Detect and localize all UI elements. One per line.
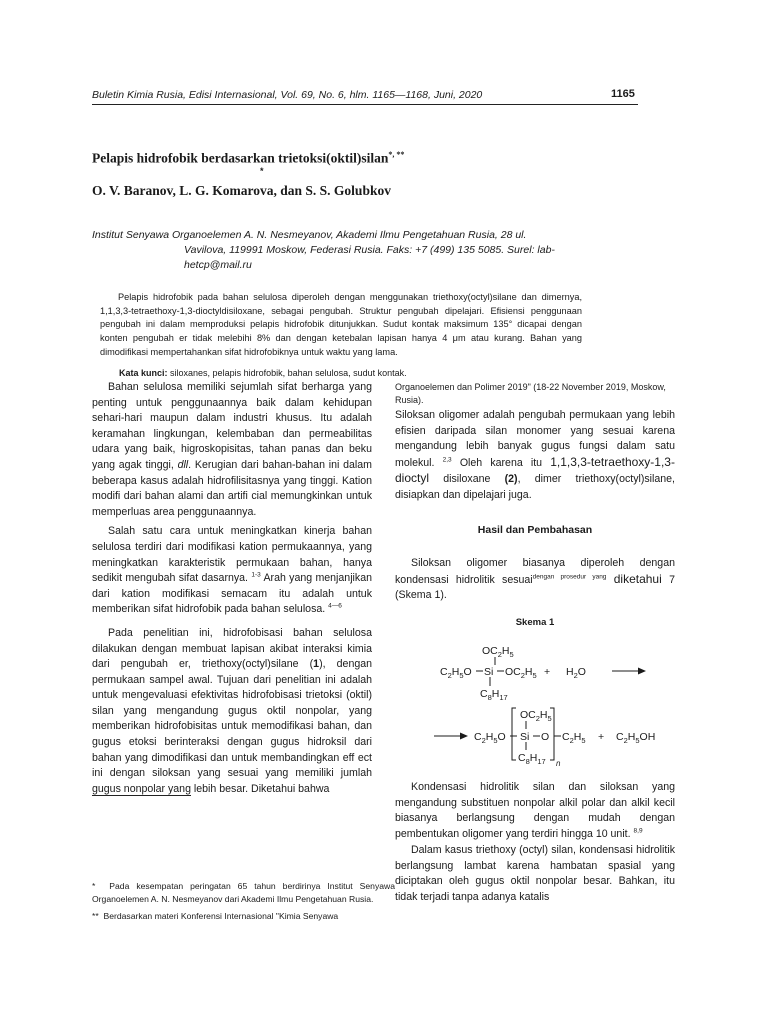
right-p1-mid: Oleh karena itu	[459, 456, 543, 469]
affiliation	[92, 228, 562, 273]
right-paragraph-2	[395, 556, 675, 604]
plus-sign-2: +	[598, 731, 605, 743]
right-p3-ref: 8,9	[633, 827, 643, 835]
right-p1-mid2: disiloxane	[443, 473, 491, 486]
left-p3-underlined: gugus nonpolar yang	[92, 782, 191, 795]
ethanol: $C_2H_5OH$	[616, 731, 656, 745]
right-paragraph-3	[395, 780, 675, 842]
reactant-right-group: $OC_2H_5$	[505, 666, 537, 680]
left-paragraph-1	[92, 380, 372, 520]
right-p1-end: , dimer triethoxy(octyl)silane, disiapkan dan dipelajari juga.	[395, 473, 675, 501]
title-extra-mark: *	[260, 166, 264, 176]
reactant-left-group: $C_2H_5O$	[440, 666, 472, 680]
left-p1-end: . Kerugian dari bahan-bahan ini dalam beberapa kasus adalah hidrofilisitasnya yang tinggi. Kation modifi dari bahan alami dan artifi cial memungkinkan untuk memperluas area penggunaannya.	[92, 458, 372, 518]
reactant-si: Si	[484, 666, 494, 678]
title-footnote-marks: *, **	[388, 150, 405, 159]
footnote-1-mark: *	[92, 881, 96, 891]
left-p1-text: Bahan selulosa memiliki sejumlah sifat berharga yang penting untuk penggunaannya baik dalam kehidupan sehari-hari maupun dalam industri khusus. Itu adalah keramahan lingkungan, kelembaban dan permeabilitas udara yang baik, higroskopisitas, tahan panas dan beku yang agak tinggi,	[92, 381, 372, 471]
left-paragraph-3	[92, 626, 372, 798]
keywords-label: Kata kunci:	[119, 368, 168, 378]
left-paragraph-2	[92, 524, 372, 618]
left-column	[92, 380, 372, 797]
page-number: 1165	[611, 88, 635, 100]
right-p1-big: 1,1,3,3-tetraethoxy-1,3-dioctyl	[395, 454, 675, 486]
authors: O. V. Baranov, L. G. Komarova, dan S. S. Golubkov	[92, 183, 391, 198]
right-p1-ref: 2,3	[442, 456, 452, 464]
left-p3-bold: 1	[313, 658, 320, 671]
affiliation-line-2: Vavilova, 119991 Moskow, Federasi Rusia. Faks: +7 (499) 135 5085. Surel: lab-	[184, 244, 555, 256]
right-paragraph-4: Dalam kasus triethoxy (octyl) silan, kondensasi hidrolitik berlangsung lambat karena hambatan spasial yang diciptakan oleh gugus oktil nonpolar besar. Bahkan, itu tidak terjadi tanpa adanya katalis	[395, 844, 675, 903]
left-p2-text: Salah satu cara untuk meningkatkan kinerja bahan selulosa terdiri dari modifikasi kation permukaannya, yang meningkatkan karakteristik permukaan bahan, hanya sedikit mengubah sifat dasarnya.	[92, 525, 372, 585]
product-bottom-group: $C_8H_{17}$	[518, 752, 546, 766]
left-p3-mid: ), dengan permukaan sampel awal. Tujuan dari penelitian ini adalah untuk mengevaluasi efektivitas hidrofobisasi trietoksi (oktil) silan yang mengandung gugus oktil nonpolar, yang memberikan hidrofobisitas untuk memodifikasi bahan, dan gugus etoksi berinteraksi dengan gugus hidroksil dari bahan yang dimodifikasi dan untuk membandingkan eff ect ini dengan siloksan yang sesuai yang memiliki jumlah	[92, 658, 373, 780]
reaction-arrow-1-head	[638, 668, 646, 675]
right-paragraph-1	[395, 408, 675, 504]
paper-title	[92, 150, 404, 167]
product-bridge-o: O	[541, 731, 550, 743]
scheme-label: Skema 1	[515, 617, 555, 628]
right-p2-text: Siloksan oligomer biasanya diperoleh dengan kondensasi hidrolitik sesuai	[395, 557, 675, 586]
journal-citation: Buletin Kimia Rusia, Edisi Internasional, Vol. 69, No. 6, hlm. 1165—1168, Juni, 2020	[92, 89, 483, 101]
right-p3-text: Kondensasi hidrolitik silan dan siloksan yang mengandung substituen nonpolar alkil polar dan alkil kecil biasanya berlangsung dengan mudah dengan pembentukan oligomer yang terdiri hingga 10 unit.	[395, 781, 675, 840]
water: $H_2O$	[566, 666, 586, 680]
left-p2-ref2: 4—6	[328, 602, 342, 610]
footnote-2-mark: **	[92, 911, 99, 921]
footnote-continuation: Organoelemen dan Polimer 2019" (18-22 November 2019, Moskow, Rusia).	[395, 382, 666, 405]
left-p2-ref: 1-3	[251, 571, 261, 579]
affiliation-line-1: Institut Senyawa Organoelemen A. N. Nesmeyanov, Akademi Ilmu Pengetahuan Rusia, 28 ul.	[92, 229, 527, 241]
section-heading: Hasil dan Pembahasan	[477, 524, 593, 536]
right-p1-text: Siloksan oligomer adalah pengubah permukaan yang lebih efisien daripada silan monomer yang sesuai karena mengandung lebih banyak gugus fungsi dalam satu molekul.	[395, 409, 675, 469]
plus-sign-1: +	[544, 666, 551, 678]
product-repeat-n: n	[556, 759, 561, 768]
scheme-1-diagram	[420, 636, 670, 774]
right-p2-end: 7 (Skema 1).	[395, 573, 675, 602]
left-p2-end: Arah yang menjanjikan dari kation modifikasi semacam itu adalah untuk memberikan sifat hidrofobik pada bahan selulosa.	[92, 572, 372, 616]
product-left-group: $C_2H_5O$	[474, 731, 506, 745]
footnote-1-text: Pada kesempatan peringatan 65 tahun berdirinya Institut Senyawa Organoelemen A. N. Nesmeyanov dari Akademi Ilmu Pengetahuan Rusia.	[92, 881, 396, 904]
right-p2-small: dengan prosedur yang	[532, 573, 607, 581]
product-bracket-left	[512, 708, 516, 760]
reactant-top-group: $OC_2H_5$	[482, 645, 514, 659]
left-p1-italic: dll	[177, 458, 189, 471]
keywords	[119, 368, 407, 378]
reactant-bottom-group: $C_8H_{17}$	[480, 688, 508, 702]
affiliation-line-3: hetcp@mail.ru	[184, 259, 252, 271]
footnotes	[92, 880, 395, 923]
left-p3-text: Pada penelitian ini, hidrofobisasi bahan selulosa dilakukan dengan membuat lapisan akibat interaksi kimia dari pengubah er, triethoxy(octyl)silane (	[92, 626, 372, 671]
footnote-1	[92, 880, 395, 906]
reaction-arrow-2-head	[460, 733, 468, 740]
footnote-2	[92, 910, 395, 923]
right-p1-bold: (2)	[504, 473, 518, 486]
product-si: Si	[520, 731, 530, 743]
abstract: Pelapis hidrofobik pada bahan selulosa diperoleh dengan menggunakan triethoxy(octyl)silane dan dimernya, 1,1,3,3-tetraethoxy-1,3-dioctyldisiloxane, sebagai pengubah. Struktur pengubah dipelajari. Efisiensi penggunaan pengubah ini dalam memproduksi pelapis hidrofobik ditunjukkan. Sudut kontak maksimum 135° dicapai dengan konten pengubah er tidak melebihi 8% dan dengan ketebalan lapisan hanya 4 μm atau kurang. Bahan yang dimodifikasi mempertahankan sifat hidrofobiknya untuk waktu yang lama.	[100, 292, 582, 357]
product-end-group: $C_2H_5$	[562, 731, 586, 745]
keywords-text: siloxanes, pelapis hidrofobik, bahan selulosa, sudut kontak.	[170, 368, 407, 378]
product-top-group: $OC_2H_5$	[520, 709, 552, 723]
left-p3-end: lebih besar. Diketahui bahwa	[193, 782, 330, 795]
footnote-2-text: Berdasarkan materi Konferensi Internasional "Kimia Senyawa	[103, 911, 339, 921]
title-text: Pelapis hidrofobik berdasarkan trietoksi(oktil)silan	[92, 150, 389, 166]
right-p2-big: diketahui	[613, 571, 662, 586]
header-rule	[92, 104, 638, 105]
